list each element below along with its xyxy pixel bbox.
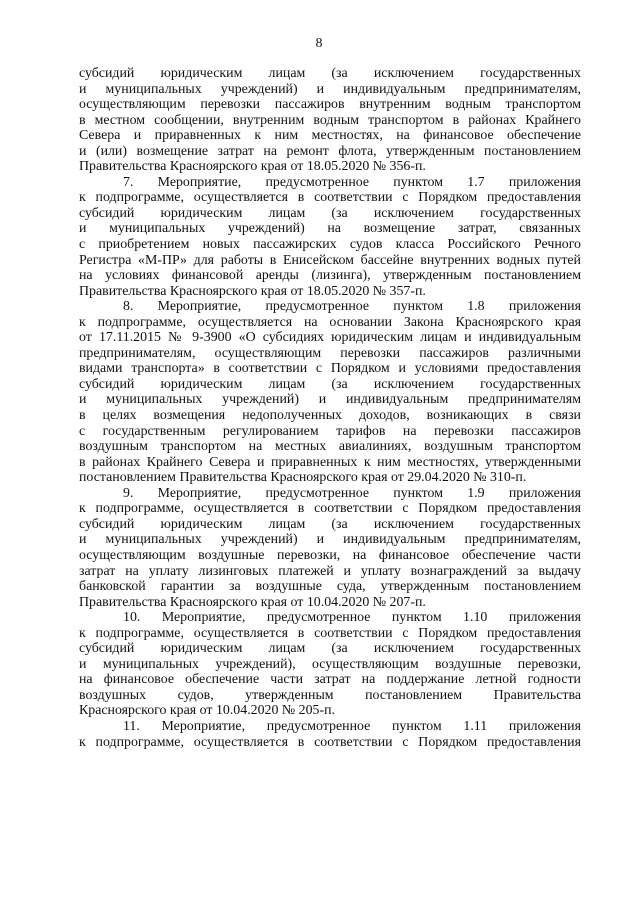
paragraph xyxy=(79,66,581,175)
text-line: на условиях финансовой аренды (лизинга), утвержденным постановлением xyxy=(79,268,581,284)
text-line: от 17.11.2015 № 9-3900 «О субсидиях юридическим лицам и индивидуальным xyxy=(79,330,581,346)
text-line: к подпрограмме, осуществляется в соответствии с Порядком предоставления xyxy=(79,625,581,641)
text-line: субсидий юридическим лицам (за исключением государственных xyxy=(79,641,581,657)
text-line: предпринимателям, осуществляющим перевозки пассажиров различными xyxy=(79,345,581,361)
text-line: 7. Мероприятие, предусмотренное пунктом 1.7 приложения xyxy=(123,174,581,190)
text-line: 10. Мероприятие, предусмотренное пунктом 1.10 приложения xyxy=(123,610,581,626)
text-line: с государственным регулированием тарифов на перевозки пассажиров xyxy=(79,423,581,439)
text-line: субсидий юридическим лицам (за исключением государственных xyxy=(79,205,581,221)
paragraph xyxy=(79,719,581,750)
text-line: 11. Мероприятие, предусмотренное пунктом 1.11 приложения xyxy=(123,718,581,734)
text-line: Правительства Красноярского края от 18.05.2020 № 356-п. xyxy=(79,159,426,175)
text-line: Севера и приравненных к ним местностях, на финансовое обеспечение xyxy=(79,128,581,144)
paragraph xyxy=(79,299,581,486)
text-line: и муниципальных учреждений) на возмещение затрат, связанных xyxy=(79,221,581,237)
text-line: Красноярского края от 10.04.2020 № 205-п. xyxy=(79,703,336,719)
text-line: субсидий юридическим лицам (за исключением государственных xyxy=(79,376,581,392)
text-line: банковской гарантии за воздушные суда, утвержденным постановлением xyxy=(79,579,581,595)
paragraph xyxy=(79,610,581,719)
text-line: с приобретением новых пассажирских судов класса Российского Речного xyxy=(79,237,581,253)
text-line: 9. Мероприятие, предусмотренное пунктом 1.9 приложения xyxy=(123,485,581,501)
text-line: к подпрограмме, осуществляется на основании Закона Красноярского края xyxy=(79,314,581,330)
text-line: постановлением Правительства Красноярского края от 29.04.2020 № 310-п. xyxy=(79,470,527,486)
text-line: Правительства Красноярского края от 10.04.2020 № 207-п. xyxy=(79,594,426,610)
text-line: и муниципальных учреждений) и индивидуальным предпринимателям xyxy=(79,392,581,408)
text-line: осуществляющим воздушные перевозки, на финансовое обеспечение части xyxy=(79,547,581,563)
text-line: к подпрограмме, осуществляется в соответствии с Порядком предоставления xyxy=(79,501,581,517)
text-line: воздушным транспортом на местных авиалиниях, воздушным транспортом xyxy=(79,439,581,455)
text-line: субсидий юридическим лицам (за исключением государственных xyxy=(79,516,581,532)
text-line: и муниципальных учреждений), осуществляющим воздушные перевозки, xyxy=(79,656,581,672)
text-line: и (или) возмещение затрат на ремонт флота, утвержденным постановлением xyxy=(79,143,581,159)
text-line: и муниципальных учреждений) и индивидуальным предпринимателям, xyxy=(79,532,581,548)
paragraph xyxy=(79,486,581,610)
text-line: в местном сообщении, внутренним водным транспортом в районах Крайнего xyxy=(79,112,581,128)
text-line: к подпрограмме, осуществляется в соответствии с Порядком предоставления xyxy=(79,734,581,750)
text-line: в целях возмещения недополученных доходов, возникающих в связи xyxy=(79,408,581,424)
text-line: осуществляющим перевозки пассажиров внутренним водным транспортом xyxy=(79,97,581,113)
text-line: к подпрограмме, осуществляется в соответствии с Порядком предоставления xyxy=(79,190,581,206)
text-line: 8. Мероприятие, предусмотренное пунктом 1.8 приложения xyxy=(123,299,581,315)
text-line: видами транспорта» в соответствии с Порядком и условиями предоставления xyxy=(79,361,581,377)
text-line: субсидий юридическим лицам (за исключением государственных xyxy=(79,66,581,81)
text-line: Правительства Красноярского края от 18.05.2020 № 357-п. xyxy=(79,283,426,299)
document-body xyxy=(79,66,581,750)
page-number: 8 xyxy=(315,36,323,51)
text-line: на финансовое обеспечение части затрат на поддержание летной годности xyxy=(79,672,581,688)
text-line: затрат на уплату лизинговых платежей и уплату вознаграждений за выдачу xyxy=(79,563,581,579)
text-line: и муниципальных учреждений) и индивидуальным предпринимателям, xyxy=(79,81,581,97)
paragraph xyxy=(79,175,581,299)
text-line: воздушных судов, утвержденным постановлением Правительства xyxy=(79,687,581,703)
text-line: в районах Крайнего Севера и приравненных к ним местностях, утвержденными xyxy=(79,454,581,470)
text-line: Регистра «М-ПР» для работы в Енисейском бассейне внутренних водных путей xyxy=(79,252,581,268)
